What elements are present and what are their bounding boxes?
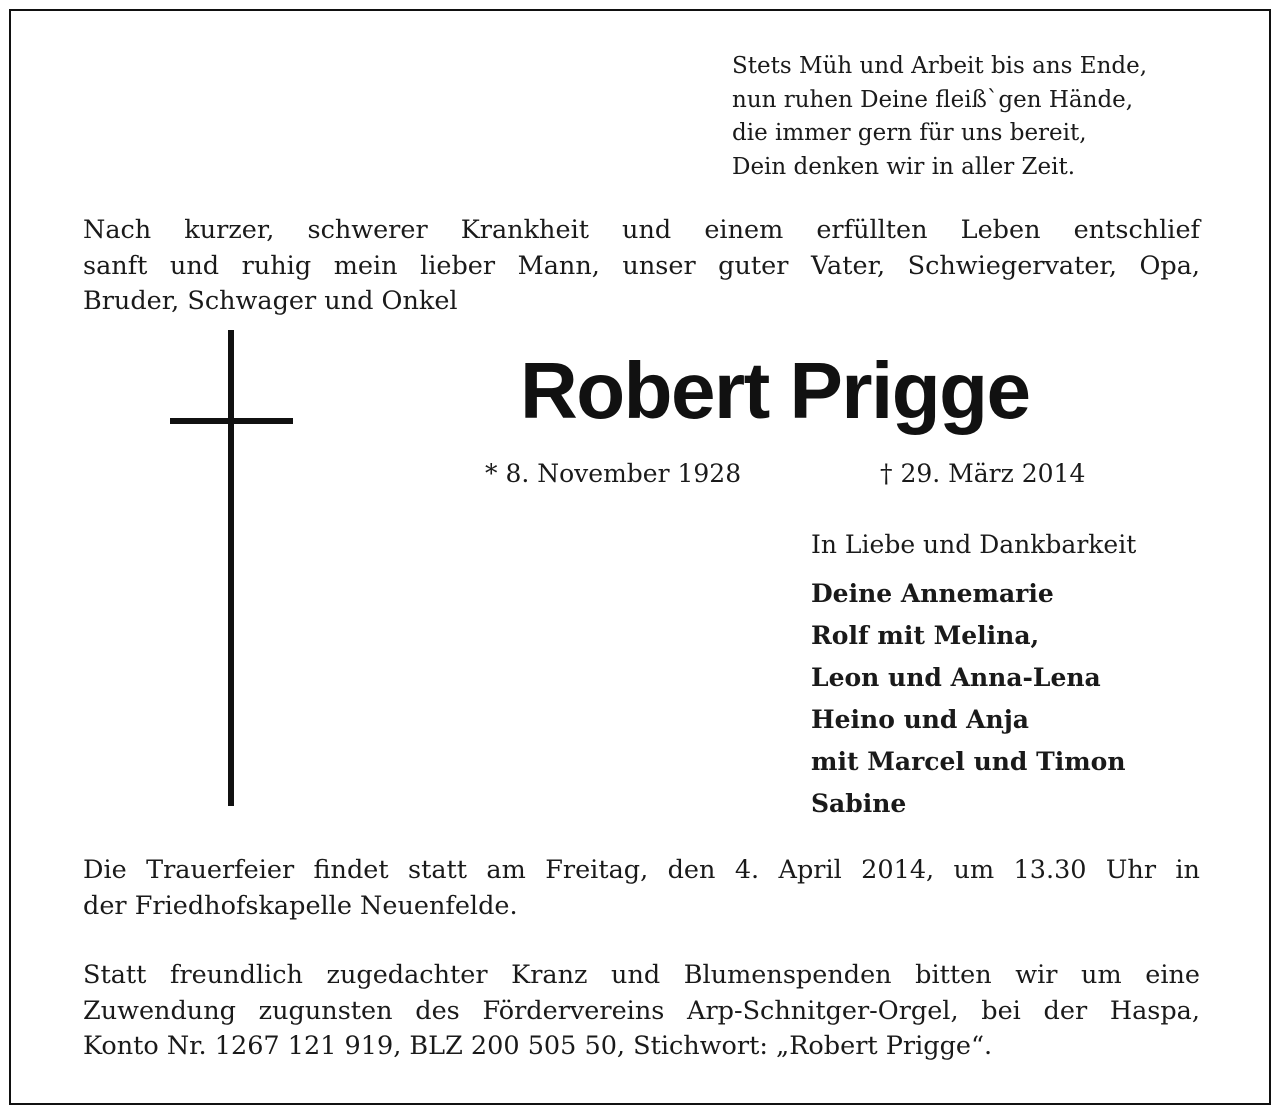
donation-line: Konto Nr. 1267 121 919, BLZ 200 505 50, Stichwort: „Robert Prigge“. <box>83 1031 993 1061</box>
intro-line: Nach kurzer, schwerer Krankheit und einem erfüllten Leben entschlief <box>83 215 1200 245</box>
poem-verse <box>732 50 1147 184</box>
intro-paragraph <box>83 213 1200 320</box>
poem-line: nun ruhen Deine fleiß`gen Hände, <box>732 86 1134 113</box>
mourners-list <box>811 573 1126 825</box>
mourner-name: mit Marcel und Timon <box>811 747 1126 776</box>
cross-icon-bar <box>170 418 293 424</box>
intro-line: sanft und ruhig mein lieber Mann, unser guter Vater, Schwiegervater, Opa, <box>83 250 1200 281</box>
mourner-name: Sabine <box>811 789 907 818</box>
intro-line: Bruder, Schwager und Onkel <box>83 286 458 316</box>
poem-line: Stets Müh und Arbeit bis ans Ende, <box>732 53 1148 79</box>
poem-line: Dein denken wir in aller Zeit. <box>732 153 1076 180</box>
funeral-line: Die Trauerfeier findet statt am Freitag, den 4. April 2014, um 13.30 Uhr in <box>83 855 1200 885</box>
poem-line: die immer gern für uns bereit, <box>732 120 1087 146</box>
birth-date: * 8. November 1928 <box>485 459 742 488</box>
donation-line: Zuwendung zugunsten des Fördervereins Arp-Schnitger-Orgel, bei der Haspa, <box>83 995 1200 1026</box>
mourner-name: Rolf mit Melina, <box>811 621 1040 650</box>
mourner-name: Heino und Anja <box>811 705 1029 734</box>
deceased-name: Robert Prigge <box>520 346 1030 435</box>
mourner-name: Deine Annemarie <box>811 579 1054 608</box>
funeral-line: der Friedhofskapelle Neuenfelde. <box>83 890 518 921</box>
mourner-name: Leon und Anna-Lena <box>811 663 1101 692</box>
funeral-paragraph <box>83 853 1200 924</box>
death-date: † 29. März 2014 <box>880 459 1086 488</box>
cross-icon <box>228 330 234 806</box>
dedication: In Liebe und Dankbarkeit <box>811 530 1137 559</box>
donation-paragraph <box>83 958 1200 1065</box>
donation-line: Statt freundlich zugedachter Kranz und Blumenspenden bitten wir um eine <box>83 960 1200 990</box>
